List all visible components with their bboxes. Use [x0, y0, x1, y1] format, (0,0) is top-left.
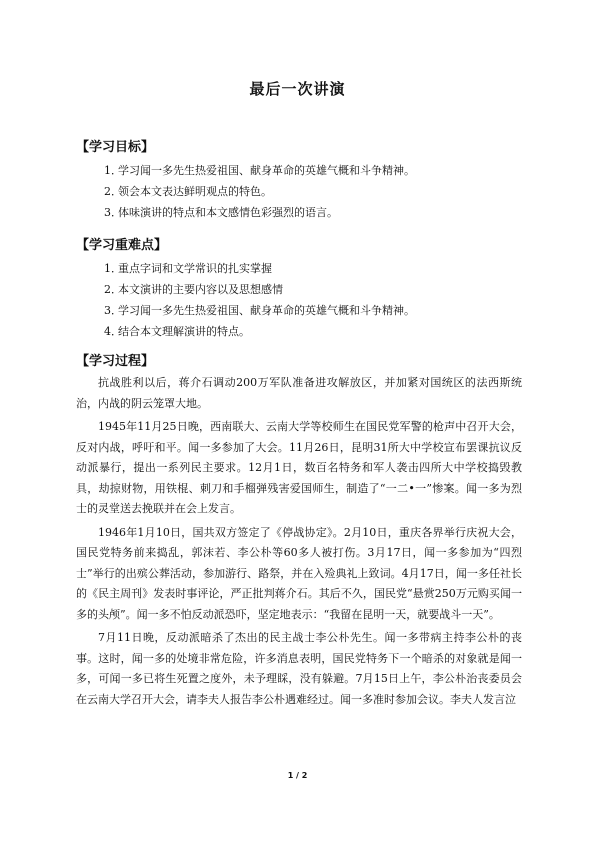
list-item: 1．重点字词和文学常识的扎实掌握: [104, 262, 272, 275]
list-item: 1．学习闻一多先生热爱祖国、献身革命的英雄气概和斗争精神。: [104, 164, 415, 177]
page-number: 1 / 2: [287, 771, 308, 780]
paragraph: 1945年11月25日晚，西南联大、云南大学等校师生在国民党军警的枪声中召开大会，反对内战，呼吁和平。闻一多参加了大会。11月26日，昆明31所大中学校宣布罢课抗议反动派暴行，提出一系列民主要求。12月1日，数百名特务和军人袭击四所大中学校捣毁教具，劫掠财物，用铁棍、刺刀和手榴弹残害爱国师生，制造了“一二•一”惨案。闻一多为烈士的灵堂送去挽联并在会上发言。: [76, 420, 522, 515]
process-body: [76, 373, 522, 713]
list-item: 3．体味演讲的特点和本文感情色彩强烈的语言。: [104, 206, 338, 219]
paragraph: 抗战胜利以后，蒋介石调动200万军队准备进攻解放区，并加紧对国统区的法西斯统治，内战的阴云笼罩大地。: [76, 376, 522, 410]
list-item: 4．结合本文理解演讲的特点。: [104, 325, 250, 338]
key-points-heading: 【学习重难点】: [76, 238, 168, 253]
list-item: 3．学习闻一多先生热爱祖国、献身革命的英雄气概和斗争精神。: [104, 304, 415, 317]
list-item: 2．领会本文表达鲜明观点的特色。: [104, 185, 272, 198]
list-item: 2．本文演讲的主要内容以及思想感情: [104, 283, 283, 296]
goals-heading: 【学习目标】: [76, 140, 155, 155]
process-heading: 【学习过程】: [76, 354, 155, 369]
paragraph: 7月11日晚，反动派暗杀了杰出的民主战士李公朴先生。闻一多带病主持李公朴的丧事。这时，闻一多的处境非常危险，许多消息表明，国民党特务下一个暗杀的对象就是闻一多，可闻一多已将生死置之度外，未予理睬，没有躲避。7月15日上午，李公朴治丧委员会在云南大学召开大会，请李夫人报告李公朴遇难经过。闻一多准时参加会议。李夫人发言泣: [76, 631, 522, 706]
page-title: 最后一次讲演: [249, 80, 346, 98]
key-points-list: [104, 258, 415, 342]
paragraph: 1946年1月10日，国共双方签定了《停战协定》。2月10日，重庆各界举行庆祝大会，国民党特务前来捣乱，郭沫若、李公朴等60多人被打伤。3月17日，闻一多参加为“四烈士”举行的出殡公葬活动，参加游行、路祭，并在入殓典礼上致词。4月17日，闻一多任社长的《民主周刊》发表时事评论，严正批判蒋介石。其后不久，国民党“悬赏250万元购买闻一多的头颅”。闻一多不怕反动派恐吓，坚定地表示：“我留在昆明一天，就要战斗一天”。: [76, 525, 522, 621]
goals-list: [104, 160, 415, 223]
